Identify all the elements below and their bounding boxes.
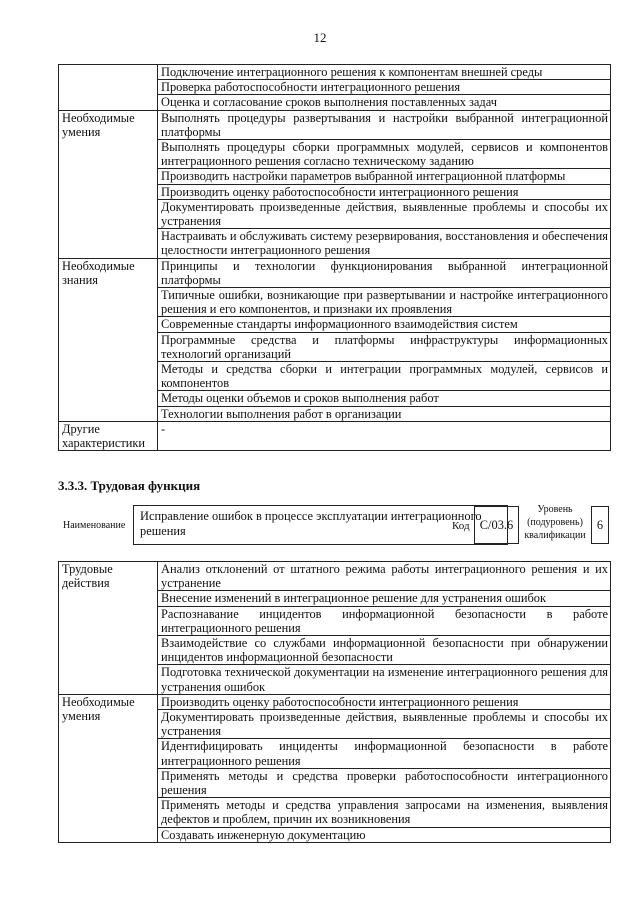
page-number: 12 <box>313 30 327 45</box>
row-item: Анализ отклонений от штатного режима работы интеграционного решения и их устранение <box>158 562 611 591</box>
top-table-body <box>59 65 611 451</box>
level-label: Уровень (подуровень) квалификации <box>524 504 586 541</box>
row-item: Применять методы и средства проверки работоспособности интеграционного решения <box>158 768 611 797</box>
table-row <box>59 421 611 450</box>
row-label: Другие характеристики <box>59 421 158 450</box>
row-label: Необходимые умения <box>59 110 158 258</box>
table-row <box>59 562 611 591</box>
row-item: Производить оценку работоспособности интеграционного решения <box>158 694 611 709</box>
row-item: Применять методы и средства управления запросами на изменения, выявления дефектов и проблем, причин их возникновения <box>158 798 611 827</box>
row-item: Идентифицировать инциденты информационной безопасности в работе интеграционного решения <box>158 739 611 768</box>
code-value-box: С/03.6 <box>474 506 519 544</box>
requirements-table-top <box>58 64 611 451</box>
row-item: Подготовка технической документации на изменение интеграционного решения для устранения ошибок <box>158 665 611 694</box>
row-item: Выполнять процедуры развертывания и настройки выбранной интеграционной платформы <box>158 110 611 139</box>
labor-function-header <box>58 505 610 545</box>
section-title: 3.3.3. Трудовая функция <box>58 478 201 493</box>
row-item: Технологии выполнения работ в организации <box>158 406 611 421</box>
row-item: - <box>158 421 611 450</box>
row-item: Выполнять процедуры сборки программных модулей, сервисов и компонентов интеграционного решения согласно техническому заданию <box>158 140 611 169</box>
row-item: Подключение интеграционного решения к компонентам внешней среды <box>158 65 611 80</box>
table-row <box>59 65 611 80</box>
table-row <box>59 694 611 709</box>
row-label <box>59 65 158 111</box>
name-label: Наименование <box>63 520 126 531</box>
row-item: Распознавание инцидентов информационной безопасности в работе интеграционного решения <box>158 606 611 635</box>
row-item: Взаимодействие со службами информационной безопасности при обнаружении инцидентов информационной безопасности <box>158 636 611 665</box>
row-item: Проверка работоспособности интеграционного решения <box>158 80 611 95</box>
table-row <box>59 110 611 139</box>
row-item: Методы и средства сборки и интеграции программных модулей, сервисов и компонентов <box>158 362 611 391</box>
bottom-table-body <box>59 562 611 843</box>
row-item: Принципы и технологии функционирования выбранной интеграционной платформы <box>158 258 611 287</box>
row-item: Производить оценку работоспособности интеграционного решения <box>158 184 611 199</box>
row-item: Настраивать и обслуживать систему резервирования, восстановления и обеспечения целостности интеграционного решения <box>158 229 611 258</box>
level-value-box: 6 <box>591 506 609 544</box>
row-item: Современные стандарты информационного взаимодействия систем <box>158 317 611 332</box>
row-label: Необходимые знания <box>59 258 158 421</box>
row-item: Документировать произведенные действия, выявленные проблемы и способы их устранения <box>158 199 611 228</box>
requirements-table-bottom <box>58 561 611 843</box>
row-item: Производить настройки параметров выбранной интеграционной платформы <box>158 169 611 184</box>
row-item: Внесение изменений в интеграционное решение для устранения ошибок <box>158 591 611 606</box>
row-item: Документировать произведенные действия, выявленные проблемы и способы их устранения <box>158 710 611 739</box>
row-label: Трудовые действия <box>59 562 158 695</box>
row-item: Типичные ошибки, возникающие при развертывании и настройке интеграционного решения и его компонентов, и признаки их проявления <box>158 288 611 317</box>
row-item: Методы оценки объемов и сроков выполнения работ <box>158 391 611 406</box>
function-name-box: Исправление ошибок в процессе эксплуатации интеграционного решения <box>133 505 508 545</box>
row-item: Оценка и согласование сроков выполнения поставленных задач <box>158 95 611 110</box>
row-item: Создавать инженерную документацию <box>158 827 611 842</box>
table-row <box>59 258 611 287</box>
code-label: Код <box>452 520 470 532</box>
row-item: Программные средства и платформы инфраструктуры информационных технологий организаций <box>158 332 611 361</box>
row-label: Необходимые умения <box>59 694 158 842</box>
